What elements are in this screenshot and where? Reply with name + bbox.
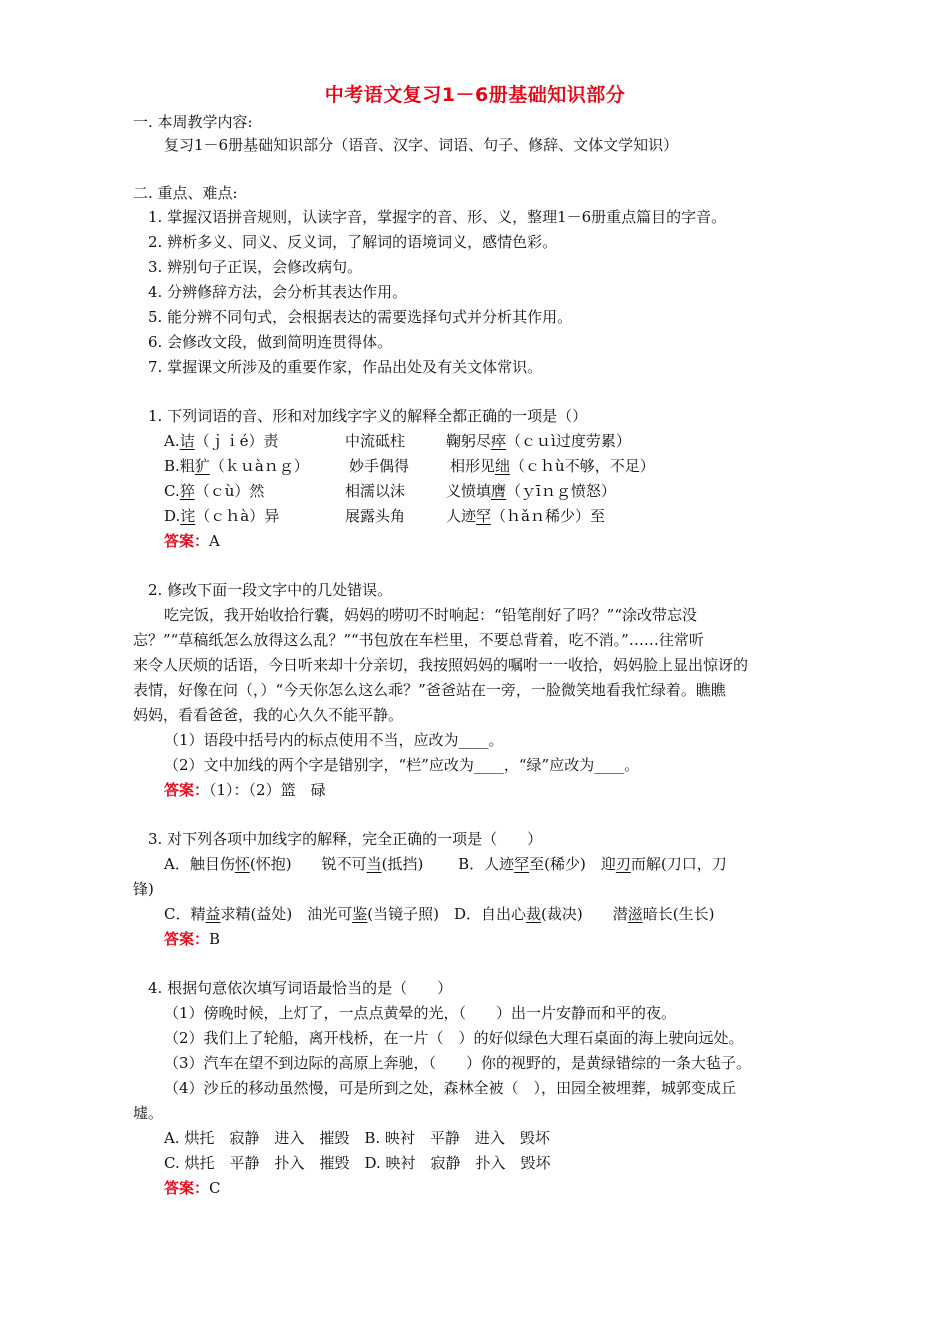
section-heading: 一. 本周教学内容: [133, 113, 253, 131]
answer-line [164, 778, 326, 803]
option-row-a [164, 429, 279, 454]
answer-label: 答案： [164, 532, 210, 550]
list-item: 6. 会修改文段，做到简明连贯得体。 [148, 333, 393, 351]
option-row-c: C.猝（ｃù）然 [164, 482, 265, 500]
answer-label: 答案： [164, 1179, 210, 1197]
sub-question: （1）语段中括号内的标点使用不当，应改为____。 [164, 731, 504, 749]
list-item: 3. 辨别句子正误，会修改病句。 [148, 258, 363, 276]
underlined-char: 犷 [194, 457, 210, 475]
answer-line [164, 1176, 221, 1201]
sub-question: （1）傍晚时候，上灯了，一点点黄晕的光，（ ）出一片安静而和平的夜。 [164, 1004, 677, 1022]
underlined-char: 诘 [179, 432, 195, 450]
paragraph-line: 吃完饭，我开始收拾行囊，妈妈的唠叨不时响起：“铅笔削好了吗？”“涂改带忘没 [164, 606, 698, 624]
option-row-d-c: 人迹罕（ｈǎｎ稀少）至 [446, 507, 605, 525]
paragraph-line: 表情，好像在问（，）“今天你怎么这么乖？”爸爸站在一旁，一脸微笑地看我忙绿着。瞧瞧 [133, 681, 726, 699]
underlined-char: 怀 [234, 855, 250, 873]
option-text: A. [164, 432, 180, 450]
sub-question: （2）文中加线的两个字是错别字，“栏”应改为____，“绿”应改为____。 [164, 756, 640, 774]
list-item: 7. 掌握课文所涉及的重要作家，作品出处及有关文体常识。 [148, 358, 543, 376]
option-line: 锋) [133, 880, 154, 898]
underlined-char: 刃 [615, 855, 631, 873]
question-stem: 4. 根据句意依次填写词语最恰当的是（ ） [148, 979, 453, 997]
option-word: 相濡以沫 [345, 482, 406, 500]
answer-value: B [209, 930, 221, 948]
option-line: A．触目伤怀(怀抱) 锐不可当(抵挡) B．人迹罕至(稀少) 迎刃而解(刀口，刀 [164, 855, 727, 873]
answer-line [164, 927, 220, 952]
answer-label: 答案： [164, 781, 210, 799]
option-row-d: D.诧（ｃｈà）异 [164, 507, 280, 525]
answer-line [164, 529, 220, 554]
list-item: 2. 辨析多义、同义、反义词，了解词的语境词义，感情色彩。 [148, 233, 558, 251]
underlined-char: 鉴 [352, 905, 368, 923]
option-row-b: B.粗犷（ｋｕàｎｇ） [164, 457, 309, 475]
underlined-char: 罕 [514, 855, 530, 873]
section-body: 复习1－6册基础知识部分（语音、汉字、词语、句子、修辞、文体文学知识） [164, 136, 679, 154]
option-row-c-c: 义愤填膺（ｙīｎｇ愤怒） [446, 482, 616, 500]
option-word: 展露头角 [345, 507, 406, 525]
underlined-char: 罕 [476, 507, 492, 525]
underlined-char: 益 [205, 905, 221, 923]
option-word: 中流砥柱 [345, 432, 406, 450]
answer-label: 答案： [164, 930, 210, 948]
option-row-a-c: 鞠躬尽瘁（ｃｕì过度劳累） [446, 432, 631, 450]
option-line: C. 烘托 平静 扑入 摧毁 D. 映衬 寂静 扑入 毁坏 [164, 1154, 551, 1172]
underlined-char: 当 [366, 855, 382, 873]
sub-question: （2）我们上了轮船，离开栈桥，在一片（ ）的好似绿色大理石桌面的海上驶向远处。 [164, 1029, 744, 1047]
question-stem: 2. 修改下面一段文字中的几处错误。 [148, 581, 393, 599]
answer-value: A [209, 532, 220, 550]
underlined-char: 膺 [491, 482, 507, 500]
paragraph-line: 来令人厌烦的话语，今日听来却十分亲切，我按照妈妈的嘱咐一一收拾，妈妈脸上显出惊讶的 [133, 656, 749, 674]
underlined-char: 猝 [179, 482, 195, 500]
option-line: C．精益求精(益处) 油光可鉴(当镜子照) D．自出心裁(裁决) 潜滋暗长(生长) [164, 905, 715, 923]
question-stem: 1. 下列词语的音、形和对加线字字义的解释全都正确的一项是（） [148, 407, 588, 425]
option-line: A. 烘托 寂静 进入 摧毁 B. 映衬 平静 进入 毁坏 [164, 1129, 550, 1147]
underlined-char: 诧 [180, 507, 196, 525]
underlined-char: 裁 [525, 905, 541, 923]
sub-question: （4）沙丘的移动虽然慢，可是所到之处，森林全被（ ），田园全被埋葬，城郭变成丘 [164, 1079, 737, 1097]
section-heading: 二. 重点、难点: [133, 184, 238, 202]
list-item: 5. 能分辨不同句式，会根据表达的需要选择句式并分析其作用。 [148, 308, 573, 326]
option-text: （ｊｉé）责 [194, 432, 279, 450]
paragraph-line: 妈妈，看看爸爸，我的心久久不能平静。 [133, 706, 404, 724]
option-row-b-c: 相形见绌（ｃｈù不够，不足） [450, 457, 655, 475]
sub-question: （3）汽车在望不到边际的高原上奔驰，（ ）你的视野的，是黄绿错综的一条大毡子。 [164, 1054, 752, 1072]
underlined-char: 瘁 [491, 432, 507, 450]
list-item: 4. 分辨修辞方法，会分析其表达作用。 [148, 283, 408, 301]
paragraph-line: 忘？”“草稿纸怎么放得这么乱？”“书包放在车栏里，不要总背着，吃不消。”……往常听 [133, 631, 704, 649]
list-item: 1. 掌握汉语拼音规则，认读字音，掌握字的音、形、义，整理1－6册重点篇目的字音。 [148, 208, 727, 226]
page-title: 中考语文复习1－6册基础知识部分 [324, 84, 626, 106]
underlined-char: 绌 [495, 457, 511, 475]
option-word: 妙手偶得 [349, 457, 410, 475]
answer-value: C [209, 1179, 221, 1197]
question-stem: 3. 对下列各项中加线字的解释，完全正确的一项是（ ） [148, 830, 543, 848]
answer-value: （1）：（2）篮 碌 [209, 781, 326, 799]
sub-question: 墟。 [133, 1104, 164, 1122]
underlined-char: 滋 [627, 905, 643, 923]
